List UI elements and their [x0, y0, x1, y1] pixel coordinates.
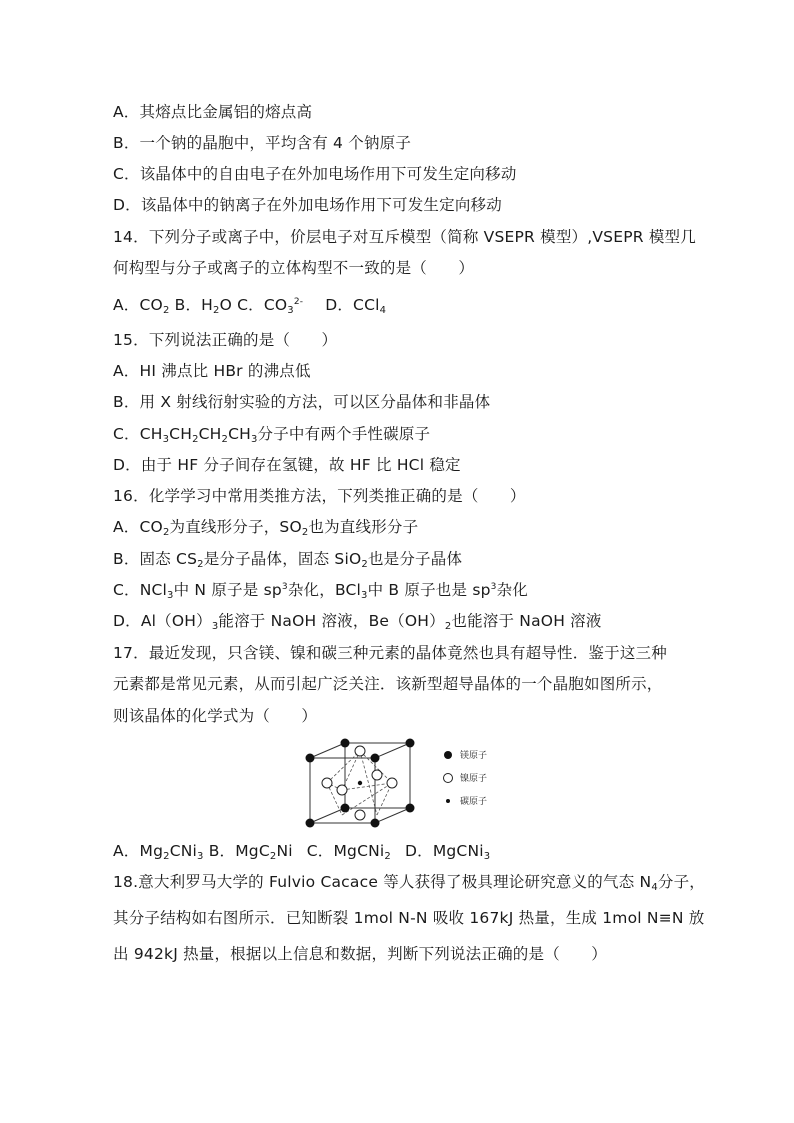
q17-options: A．$Mg_2CNi_3$ B．MgC$_2$Ni C．MgCNi$_2$ D．MgCNi$_3$ — [113, 842, 491, 862]
crystal-cell-figure — [300, 733, 500, 833]
q14-opt-a: A．CO — [113, 296, 163, 314]
q18-stem-line3: 出 942kJ 热量，根据以上信息和数据，判断下列说法正确的是（ ） — [113, 945, 607, 963]
q15-option-a: A．HI 沸点比 HBr 的沸点低 — [113, 362, 311, 380]
q14-opt-b: B．H — [169, 296, 214, 314]
q18-stem-line1: 18.意大利罗马大学的 Fulvio Cacace 等人获得了极具理论研究意义的气态 $N_4$分子， — [113, 873, 705, 893]
q15-option-b: B．用 X 射线衍射实验的方法，可以区分晶体和非晶体 — [113, 393, 491, 411]
q17-stem-line2: 元素都是常见元素，从而引起广泛关注．该新型超导晶体的一个晶胞如图所示， — [113, 675, 663, 693]
q14-options: A．$CO_2$ B．$H_2O$ C．$CO_3^{2-}$ D．CCl$_4$ — [113, 296, 387, 316]
q13-option-d: D．该晶体中的钠离子在外加电场作用下可发生定向移动 — [113, 196, 502, 214]
q14-stem-line2: 何构型与分子或离子的立体构型不一致的是（ ） — [113, 259, 475, 277]
q14-opt-c: O C．CO — [219, 296, 288, 314]
legend-c-label: 碳原子 — [460, 797, 488, 807]
q13-option-c: C．该晶体中的自由电子在外加电场作用下可发生定向移动 — [113, 165, 517, 183]
q13-option-b: B．一个钠的晶胞中，平均含有 4 个钠原子 — [113, 134, 412, 152]
q17-stem-line1: 17．最近发现，只含镁、镍和碳三种元素的晶体竟然也具有超导性．鉴于这三种 — [113, 644, 667, 662]
q15-stem: 15．下列说法正确的是（ ） — [113, 331, 338, 349]
q16-option-b: B．固态 $CS_2$是分子晶体，固态 SiO$_2$也是分子晶体 — [113, 550, 463, 570]
legend-c-marker — [446, 799, 450, 803]
q14-opt-d: D．CCl — [325, 296, 380, 314]
q17-stem-line3: 则该晶体的化学式为（ ） — [113, 707, 318, 725]
legend-ni-marker — [444, 774, 453, 783]
q16-stem: 16．化学学习中常用类推方法，下列类推正确的是（ ） — [113, 487, 526, 505]
c-atom — [358, 781, 362, 785]
crystal-cell-diagram — [300, 733, 500, 833]
q15-option-c: C．$CH_3CH_2CH_2CH_3$分子中有两个手性碳原子 — [113, 425, 431, 445]
q13-option-a: A．其熔点比金属铝的熔点高 — [113, 103, 313, 121]
legend — [444, 749, 488, 807]
q18-stem-line2: 其分子结构如右图所示．已知断裂 1mol N-N 吸收 167kJ 热量，生成 1mol N≡N 放 — [113, 909, 705, 927]
legend-ni-label: 镍原子 — [460, 774, 488, 784]
legend-mg-marker — [444, 751, 452, 759]
q16-option-c: C．NCl$_3$中 N 原子是 $sp^3$杂化，BCl$_3$中 B 原子也是 $sp^3$杂化 — [113, 581, 528, 601]
q15-option-d: D．由于 HF 分子间存在氢键，故 HF 比 HCl 稳定 — [113, 456, 461, 474]
q14-stem-line1: 14．下列分子或离子中，价层电子对互斥模型（简称 VSEPR 模型）,VSEPR 模型几 — [113, 228, 696, 246]
q16-option-a: A．$CO_2$为直线形分子，$SO_2$也为直线形分子 — [113, 518, 419, 538]
q16-option-d: D．$Al(OH)_3$能溶于 NaOH 溶液，$Be(OH)_2$也能溶于 NaOH 溶液 — [113, 612, 602, 632]
legend-mg-label: 镁原子 — [460, 751, 488, 761]
